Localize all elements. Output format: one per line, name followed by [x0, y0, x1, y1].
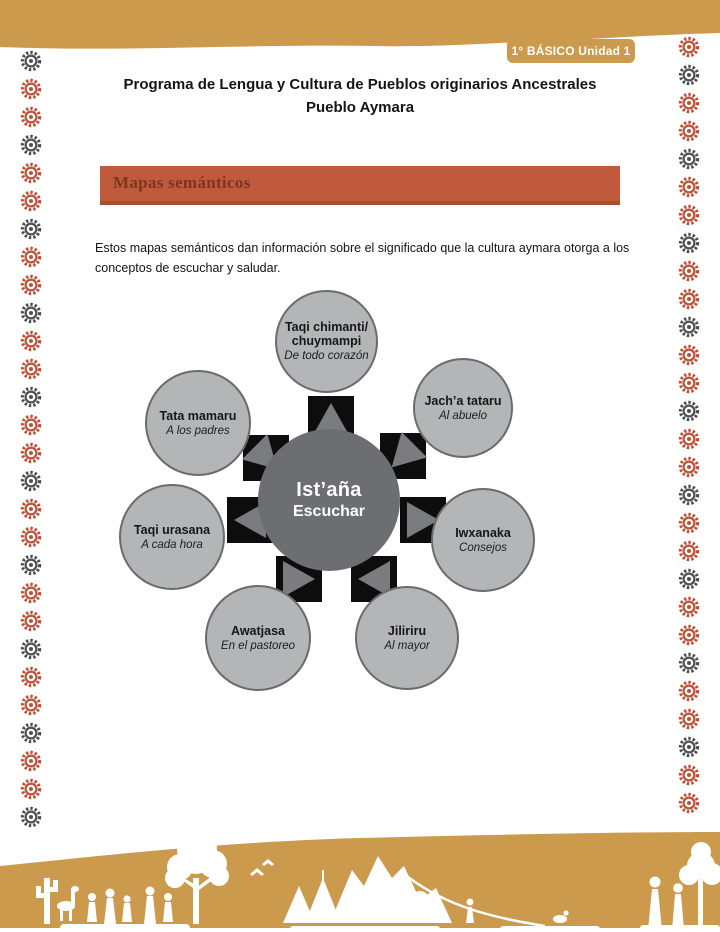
node-term: Awatjasa [231, 623, 285, 638]
gear-motif-icon [678, 204, 700, 226]
node-translation: A los padres [166, 424, 230, 437]
gear-motif-icon [678, 288, 700, 310]
concept-node-iwxanaka [431, 488, 535, 592]
gear-motif-icon [678, 512, 700, 534]
intro-paragraph: Estos mapas semánticos dan información sobre el significado que la cultura aymara otorga a los conceptos de escuchar y saludar. [95, 241, 630, 275]
gear-motif-icon [20, 526, 42, 548]
gear-motif-icon [678, 428, 700, 450]
gear-motif-icon [20, 414, 42, 436]
gear-motif-icon [20, 78, 42, 100]
section-header [100, 166, 620, 205]
gear-motif-icon [678, 344, 700, 366]
gear-motif-icon [678, 652, 700, 674]
gear-motif-icon [678, 400, 700, 422]
gear-motif-icon [20, 722, 42, 744]
gear-motif-icon [678, 120, 700, 142]
gear-motif-icon [20, 750, 42, 772]
node-term: Iwxanaka [455, 525, 511, 540]
gear-motif-icon [678, 36, 700, 58]
gear-motif-icon [678, 680, 700, 702]
gear-motif-icon [20, 666, 42, 688]
gear-motif-icon [20, 554, 42, 576]
gear-motif-icon [20, 162, 42, 184]
gear-motif-icon [678, 484, 700, 506]
semantic-map-diagram [110, 285, 550, 700]
gear-motif-icon [678, 568, 700, 590]
section-title: Mapas semánticos [113, 173, 251, 192]
node-translation: Consejos [459, 541, 507, 554]
gear-motif-icon [20, 442, 42, 464]
gear-motif-icon [20, 190, 42, 212]
node-translation: A cada hora [141, 538, 203, 551]
gear-motif-icon [20, 274, 42, 296]
node-translation: De todo corazón [284, 350, 369, 362]
hub-translation: Escuchar [292, 503, 366, 520]
gear-motif-icon [20, 694, 42, 716]
concept-node-jiliriru [355, 586, 459, 690]
gear-motif-icon [20, 302, 42, 324]
gear-motif-icon [20, 470, 42, 492]
gear-motif-icon [678, 540, 700, 562]
gear-motif-icon [678, 736, 700, 758]
title-line-2: Pueblo Aymara [305, 99, 415, 116]
unit-badge: 1° BÁSICO Unidad 1 [507, 39, 635, 63]
page-title [60, 73, 660, 119]
gear-motif-icon [20, 778, 42, 800]
gear-motif-icon [678, 456, 700, 478]
right-ornamental-border [678, 36, 700, 814]
gear-motif-icon [678, 232, 700, 254]
left-ornamental-border [20, 50, 42, 828]
gear-motif-icon [678, 148, 700, 170]
gear-motif-icon [20, 330, 42, 352]
gear-motif-icon [678, 792, 700, 814]
gear-motif-icon [678, 596, 700, 618]
node-term: Taqi urasana [133, 522, 211, 537]
title-line-1: Programa de Lengua y Cultura de Pueblos originarios Ancestrales [123, 76, 597, 93]
node-translation: Al mayor [384, 639, 430, 652]
concept-node-awatjasa [205, 585, 311, 691]
gear-motif-icon [20, 498, 42, 520]
node-term: Taqi chimanti/ chuymampi [284, 320, 369, 348]
footer-landscape-decoration [0, 830, 720, 932]
node-term: Jach’a tataru [424, 393, 502, 408]
gear-motif-icon [20, 638, 42, 660]
node-translation: Al abuelo [439, 409, 487, 422]
concept-node-jacha-tataru [413, 358, 513, 458]
gear-motif-icon [678, 316, 700, 338]
gear-motif-icon [20, 50, 42, 72]
gear-motif-icon [678, 64, 700, 86]
concept-node-tata-mamaru [145, 370, 251, 476]
concept-node-taqi-urasana [119, 484, 225, 590]
gear-motif-icon [20, 218, 42, 240]
gear-motif-icon [678, 176, 700, 198]
concept-node-taqi-chimanti [275, 290, 378, 393]
gear-motif-icon [678, 372, 700, 394]
gear-motif-icon [20, 582, 42, 604]
gear-motif-icon [678, 624, 700, 646]
gear-motif-icon [20, 806, 42, 828]
gear-motif-icon [678, 708, 700, 730]
gear-motif-icon [20, 246, 42, 268]
gear-motif-icon [20, 358, 42, 380]
node-term: Tata mamaru [159, 408, 237, 423]
central-concept-node [258, 429, 400, 571]
hub-term: Ist’aña [296, 479, 362, 501]
gear-motif-icon [20, 610, 42, 632]
gear-motif-icon [678, 764, 700, 786]
node-translation: En el pastoreo [220, 639, 296, 652]
gear-motif-icon [20, 134, 42, 156]
gear-motif-icon [20, 106, 42, 128]
gear-motif-icon [678, 260, 700, 282]
node-term: Jiliriru [387, 623, 427, 638]
gear-motif-icon [678, 92, 700, 114]
gear-motif-icon [20, 386, 42, 408]
